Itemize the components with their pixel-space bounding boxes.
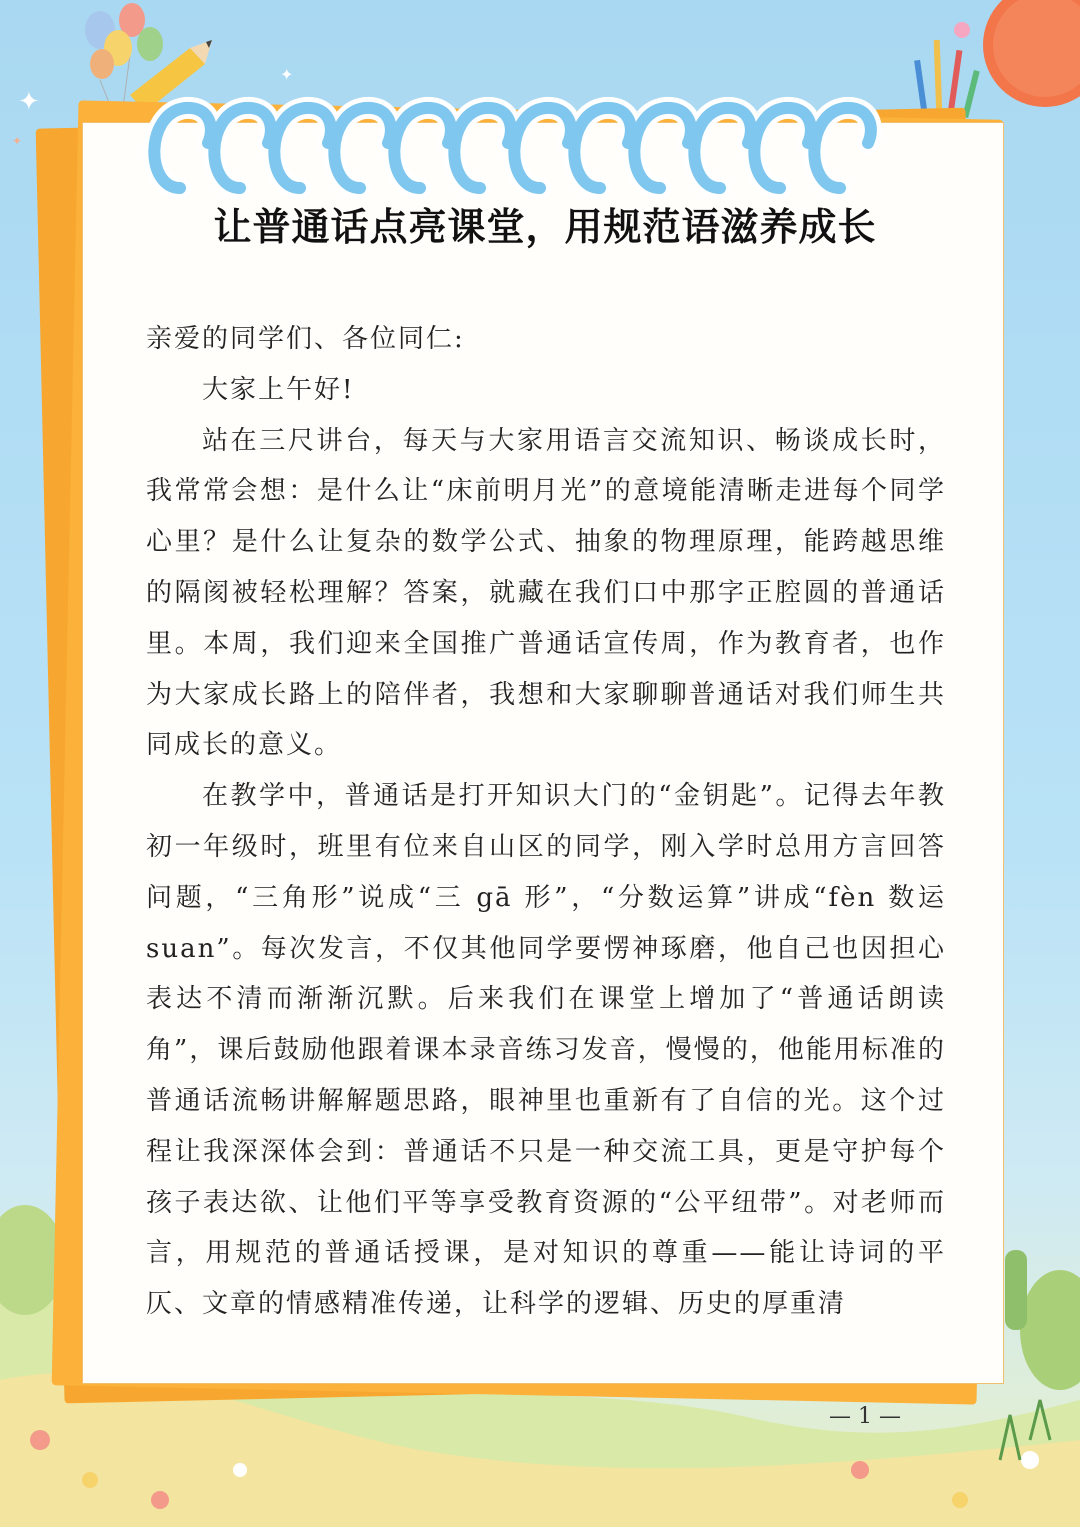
document-title: 让普通话点亮课堂，用规范语滋养成长 [213, 204, 877, 249]
paragraph-2: 在教学中，普通话是打开知识大门的“金钥匙”。记得去年教初一年级时，班里有位来自山区的同学，刚入学时总用方言回答问题，“三角形”说成“三 gā 形”，“分数运算”讲成“fèn 数运 suan”。每次发言，不仅其他同学要愣神琢磨，他自己也因担心表达不清而渐渐沉默。后来我们在课堂上增加了“普通话朗读角”，课后鼓励他跟着课本录音练习发音，慢慢的，他能用标准的普通话流畅讲解解题思路，眼神里也重新有了自信的光。这个过程让我深深体会到：普通话不只是一种交流工具，更是守护每个孩子表达欲、让他们平等享受教育资源的“公平纽带”。对老师而言，用规范的普通话授课，是对知识的尊重——能让诗词的平仄、文章的情感精准传递，让科学的逻辑、历史的厚重清 [146, 781, 946, 1320]
svg-text:✦: ✦ [280, 65, 294, 84]
document-body [146, 314, 946, 1330]
svg-text:✦: ✦ [18, 87, 40, 117]
svg-text:✦: ✦ [12, 134, 23, 148]
spiral-binding [140, 88, 900, 198]
salutation-line: 大家上午好! [202, 374, 355, 405]
paragraph-1: 站在三尺讲台，每天与大家用语言交流知识、畅谈成长时，我常常会想：是什么让“床前明月光”的意境能清晰走进每个同学心里？是什么让复杂的数学公式、抽象的物理原理，能跨越思维的隔阂被轻松理解？答案，就藏在我们口中那字正腔圆的普通话里。本周，我们迎来全国推广普通话宣传周，作为教育者，也作为大家成长路上的陪伴者，我想和大家聊聊普通话对我们师生共同成长的意义。 [146, 425, 946, 761]
brushes-icon [914, 22, 980, 118]
page-number: — 1 — [829, 1404, 901, 1429]
sun-icon [983, 0, 1080, 107]
greeting-line: 亲爱的同学们、各位同仁: [146, 324, 465, 354]
